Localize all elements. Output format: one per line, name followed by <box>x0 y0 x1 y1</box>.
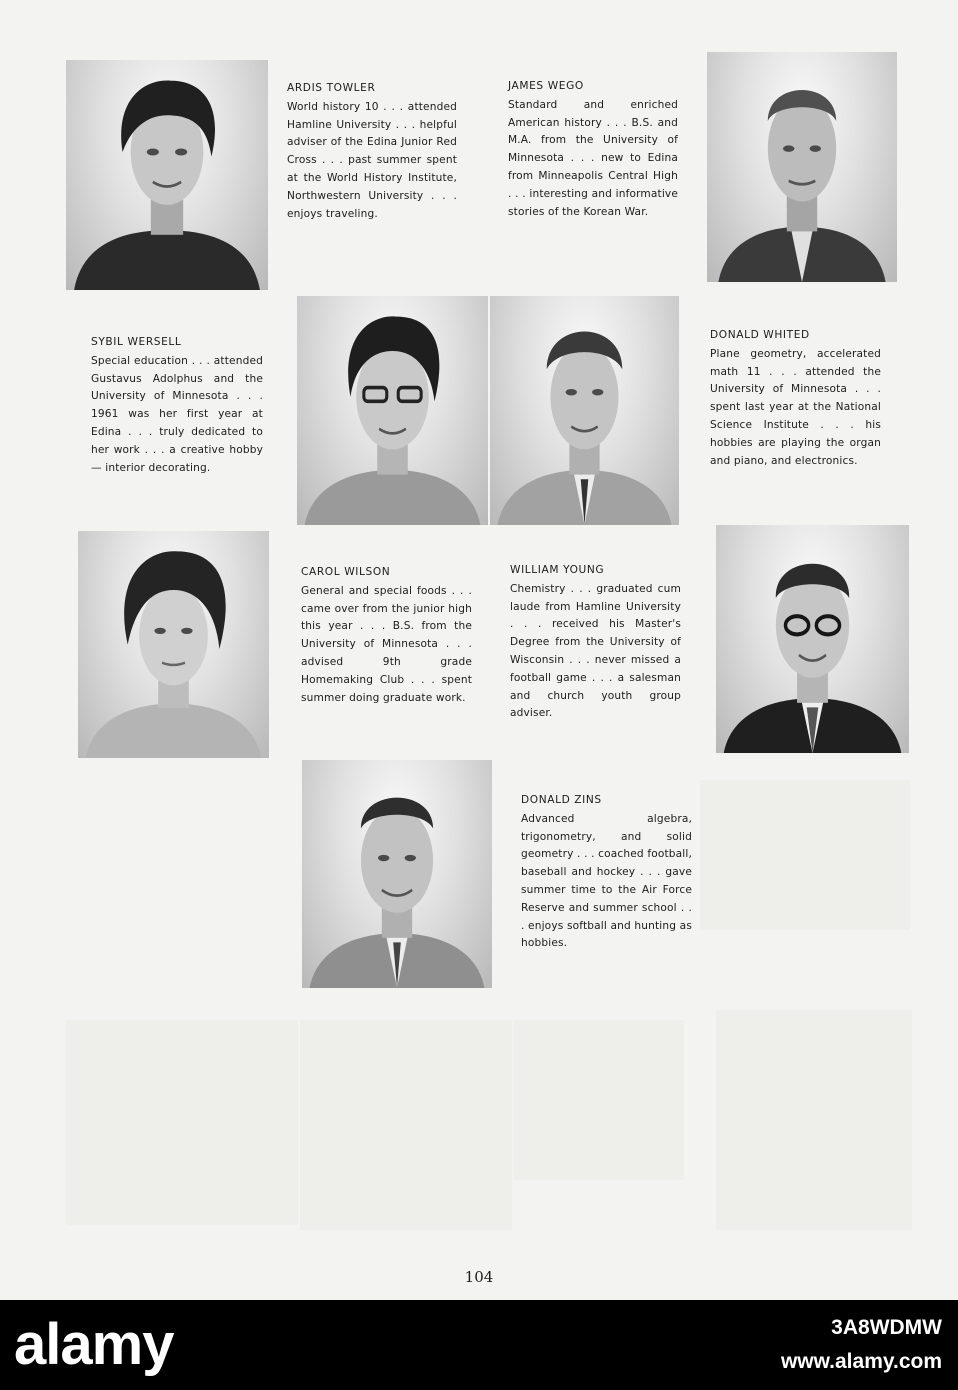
show-through-block <box>716 1010 912 1230</box>
teacher-name: JAMES WEGO <box>508 80 584 92</box>
portrait-william-young <box>716 525 909 753</box>
site-url[interactable]: www.alamy.com <box>780 1350 942 1373</box>
portrait-donald-zins <box>302 760 492 988</box>
portrait-james-wego <box>707 52 897 282</box>
teacher-name: WILLIAM YOUNG <box>510 564 605 576</box>
teacher-bio: Standard and enriched American history . . . B.S. and M.A. from the University of Minnesota . . . new to Edina from Minneapolis Central High . . . interesting and informative stories of the Korean War. <box>508 98 678 218</box>
image-id: 3A8WDMW <box>831 1316 942 1339</box>
bio-william-young <box>510 562 681 723</box>
bio-donald-zins <box>521 792 692 953</box>
teacher-name: SYBIL WERSELL <box>91 336 182 348</box>
page-number: 104 <box>464 1268 494 1286</box>
teacher-bio: General and special foods . . . came over from the junior high this year . . . B.S. from the University of Minnesota . . . advised 9th grade Homemaking Club . . . spent summer doing graduate work. <box>301 584 472 704</box>
show-through-block <box>700 780 910 930</box>
teacher-bio: Plane geometry, accelerated math 11 . . . attended the University of Minnesota . . . spent last year at the National Science Institute . . . his hobbies are playing the organ and piano, and electronics. <box>710 347 881 467</box>
bio-donald-whited <box>710 327 881 470</box>
teacher-name: DONALD ZINS <box>521 794 602 806</box>
teacher-bio: World history 10 . . . attended Hamline University . . . helpful adviser of the Edina Junior Red Cross . . . past summer spent at the World History Institute, Northwestern University . . . enjoys traveling. <box>287 100 457 220</box>
bio-sybil-wersell <box>91 334 263 477</box>
portrait-sybil-wersell <box>297 296 488 525</box>
teacher-bio: Chemistry . . . graduated cum laude from Hamline University . . . received his Master's Degree from the University of Wisconsin . . . never missed a football game . . . a salesman and church youth group adviser. <box>510 582 681 720</box>
portrait-carol-wilson <box>78 531 269 758</box>
show-through-block <box>66 1020 298 1225</box>
portrait-ardis-towler <box>66 60 268 290</box>
show-through-block <box>514 1020 684 1180</box>
bio-james-wego <box>508 78 678 221</box>
show-through-block <box>300 1020 512 1230</box>
teacher-name: DONALD WHITED <box>710 329 810 341</box>
teacher-name: CAROL WILSON <box>301 566 391 578</box>
alamy-logo: alamy <box>14 1312 174 1377</box>
teacher-bio: Advanced algebra, trigonometry, and solid geometry . . . coached football, baseball and hockey . . . gave summer time to the Air Force Reserve and summer school . . . enjoys softball and hunting as hobbies. <box>521 812 692 950</box>
bio-carol-wilson <box>301 564 472 707</box>
teacher-name: ARDIS TOWLER <box>287 82 376 94</box>
teacher-bio: Special education . . . attended Gustavus Adolphus and the University of Minnesota . . . 1961 was her first year at Edina . . . truly dedicated to her work . . . a creative hobby — interior decorating. <box>91 354 263 474</box>
bio-ardis-towler <box>287 80 457 223</box>
portrait-donald-whited <box>490 296 679 525</box>
